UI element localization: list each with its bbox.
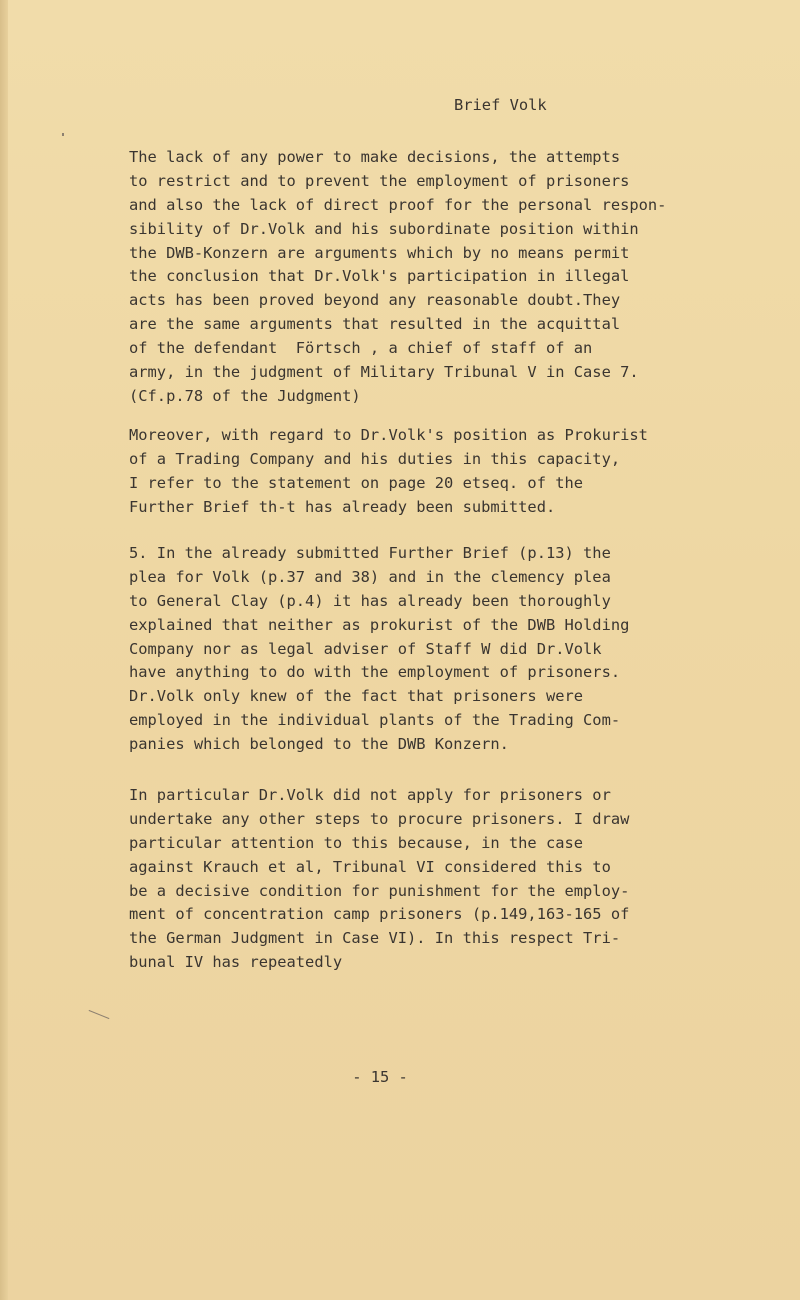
page-number: - 15 - <box>352 1068 408 1086</box>
text-line: 5. In the already submitted Further Brief (p.13) the <box>129 544 611 562</box>
paragraph-2 <box>129 424 769 520</box>
text-line: employed in the individual plants of the Trading Com- <box>129 711 621 730</box>
text-line: are the same arguments that resulted in the acquittal <box>129 315 621 334</box>
text-line: against Krauch et al, Tribunal VI considered this to <box>129 857 611 876</box>
text-line: panies which belonged to the DWB Konzern. <box>129 735 509 754</box>
text-line: and also the lack of direct proof for the personal respon- <box>129 195 667 214</box>
text-line: the German Judgment in Case VI). In this respect Tri- <box>129 929 621 948</box>
text-line: the conclusion that Dr.Volk's participation in illegal <box>129 267 630 286</box>
text-line: The lack of any power to make decisions, the attempts <box>129 148 621 166</box>
text-line: the DWB-Konzern are arguments which by no means permit <box>129 243 630 262</box>
paragraph-3 <box>129 542 769 757</box>
text-line: have anything to do with the employment of prisoners. <box>129 663 621 682</box>
text-line: explained that neither as prokurist of the DWB Holding <box>129 615 630 634</box>
text-line: I refer to the statement on page 20 etseq. of the <box>129 473 584 492</box>
text-line: Company nor as legal adviser of Staff W did Dr.Volk <box>129 639 602 658</box>
text-line: army, in the judgment of Military Tribunal V in Case 7. <box>129 363 639 382</box>
text-line: of a Trading Company and his duties in this capacity, <box>129 449 621 468</box>
text-line: Further Brief th-t has already been submitted. <box>129 497 556 516</box>
page-edge-shadow <box>0 0 8 1300</box>
text-line: undertake any other steps to procure prisoners. I draw <box>129 809 630 828</box>
text-line: (Cf.p.78 of the Judgment) <box>129 386 361 405</box>
text-line: In particular Dr.Volk did not apply for prisoners or <box>129 786 611 804</box>
text-line: bunal IV has repeatedly <box>129 953 343 972</box>
text-line: Dr.Volk only knew of the fact that prisoners were <box>129 687 584 706</box>
text-line: plea for Volk (p.37 and 38) and in the clemency plea <box>129 567 611 586</box>
text-line: ment of concentration camp prisoners (p.149,163-165 of <box>129 905 630 924</box>
text-line: Moreover, with regard to Dr.Volk's position as Prokurist <box>129 426 648 444</box>
text-line: to General Clay (p.4) it has already been thoroughly <box>129 591 611 610</box>
text-line: be a decisive condition for punishment for the employ- <box>129 881 630 900</box>
page-header: Brief Volk <box>454 96 547 114</box>
text-line: of the defendant Förtsch , a chief of staff of an <box>129 339 593 358</box>
pencil-mark <box>89 1010 110 1019</box>
text-line: sibility of Dr.Volk and his subordinate position within <box>129 219 639 238</box>
text-line: particular attention to this because, in the case <box>129 833 584 852</box>
paper-speck <box>62 133 64 136</box>
paragraph-1 <box>129 146 769 409</box>
paragraph-4 <box>129 784 769 975</box>
text-line: acts has been proved beyond any reasonable doubt.They <box>129 291 621 310</box>
text-line: to restrict and to prevent the employment of prisoners <box>129 171 630 190</box>
